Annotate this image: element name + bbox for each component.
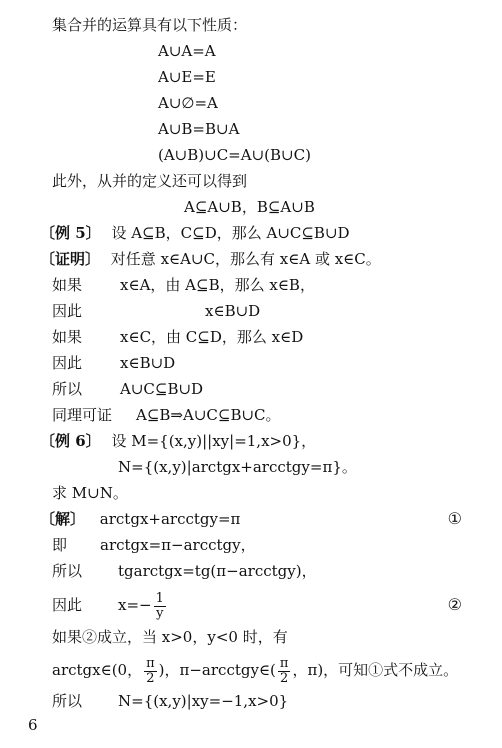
proof-line [40,248,381,270]
property-4: A∪B=B∪A [158,120,240,138]
property-2: A∪E=E [158,68,216,86]
eq1-tag: ① [447,509,462,528]
solution-row-2-lead: 所以 [52,562,83,580]
solution-line [40,508,240,530]
proof-row-6-text: A⊆B⇒A∪C⊆B∪C。 [136,406,281,424]
fraction-denominator: y [156,605,164,621]
example-6-line2: N={(x,y)|arctgx+arcctgy=π}。 [118,458,357,476]
subset-line: A⊆A∪B，B⊆A∪B [184,198,315,216]
example-5 [40,222,350,244]
range-part-c: ，π)，可知①式不成立。 [292,661,459,679]
solution-eq1: arctgx+arcctgy=π [99,510,241,528]
property-1: A∪A=A [158,42,216,60]
property-3: A∪∅=A [158,94,218,112]
fraction-one-over-y [154,592,166,621]
property-5: (A∪B)∪C=A∪(B∪C) [158,146,311,164]
condition-line: 如果②成立，当 x>0，y<0 时，有 [52,628,288,646]
fraction-pi-over-2-a [144,657,157,686]
example-6 [40,430,316,452]
example-5-text: 设 A⊆B，C⊆D，那么 A∪C⊆B∪D [111,224,350,242]
range-line [52,650,458,690]
fraction-b-denominator: 2 [280,670,289,686]
eq2-tag: ② [447,595,462,614]
range-part-a: arctgx∈(0， [52,661,143,679]
solution-label: 〔解〕 [40,510,86,528]
proof-row-4-lead: 因此 [52,354,83,372]
proof-row-5-text: A∪C⊆B∪D [120,380,204,398]
proof-row-1-lead: 如果 [52,276,83,294]
fraction-b-numerator: π [279,655,289,671]
fraction-a-denominator: 2 [146,670,155,686]
proof-row-2-text: x∈B∪D [205,302,261,320]
proof-text: 对任意 x∈A∪C，那么有 x∈A 或 x∈C。 [110,250,381,268]
line-after: 此外，从并的定义还可以得到 [52,172,248,190]
example-6-ask: 求 M∪N。 [52,484,128,502]
final-lead: 所以 [52,692,83,710]
proof-row-3-lead: 如果 [52,328,83,346]
example-5-label: 〔例 5〕 [40,224,101,242]
solution-row-3-lead: 因此 [52,596,83,614]
fraction-numerator: 1 [155,590,164,606]
proof-row-1-text: x∈A，由 A⊆B，那么 x∈B， [120,276,315,294]
fraction-a-numerator: π [146,655,155,671]
proof-row-4-text: x∈B∪D [120,354,176,372]
solution-row-3-text [118,584,168,626]
solution-row-1-text: arctgx=π−arcctgy， [100,536,256,554]
proof-row-2-lead: 因此 [52,302,83,320]
proof-label: 〔证明〕 [40,250,101,268]
example-6-line1: 设 M={(x,y)||xy|=1,x>0}， [111,432,317,450]
proof-row-3-text: x∈C，由 C⊆D，那么 x∈D [120,328,304,346]
solution-row-2-text: tgarctgx=tg(π−arcctgy)， [118,562,317,580]
proof-row-6-lead: 同理可证 [52,406,113,424]
page-number: 6 [28,716,38,734]
final-text: N={(x,y)|xy=−1,x>0} [118,692,289,710]
example-6-label: 〔例 6〕 [40,432,101,450]
solution-row-3-pre: x=− [118,596,152,614]
range-part-b: )，π−arcctgy∈( [158,661,276,679]
intro-line: 集合并的运算具有以下性质： [52,16,248,34]
fraction-pi-over-2-b [278,657,291,686]
solution-row-1-lead: 即 [52,536,68,554]
proof-row-5-lead: 所以 [52,380,83,398]
